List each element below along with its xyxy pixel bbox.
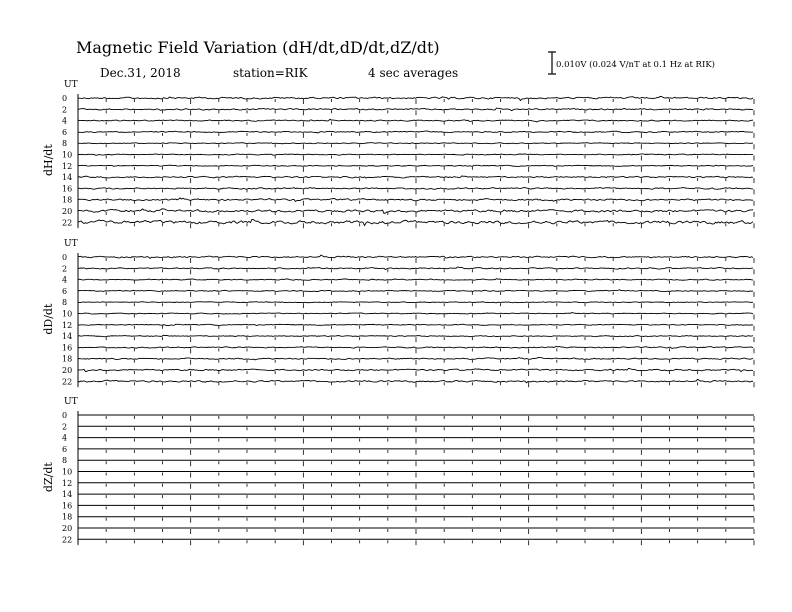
trace-line xyxy=(78,379,753,382)
ut-axis-label: UT xyxy=(64,239,78,249)
row-tick-label: 12 xyxy=(62,320,73,330)
chart-title: Magnetic Field Variation (dH/dt,dD/dt,dZ/dt) xyxy=(76,38,440,57)
row-tick-label: 0 xyxy=(62,94,68,103)
panel-ylabel: dZ/dt xyxy=(42,462,55,493)
row-tick-label: 14 xyxy=(62,332,73,342)
trace-line xyxy=(78,279,753,281)
row-tick-label: 10 xyxy=(62,150,73,160)
trace-line xyxy=(78,335,753,336)
trace-line xyxy=(78,209,753,214)
row-tick-label: 22 xyxy=(62,535,73,545)
row-tick-label: 10 xyxy=(62,309,73,319)
row-tick-label: 22 xyxy=(62,218,73,228)
scale-bar-label: 0.010V (0.024 V/nT at 0.1 Hz at RIK) xyxy=(556,60,715,70)
row-tick-label: 0 xyxy=(62,411,68,420)
trace-line xyxy=(78,302,753,303)
trace-line xyxy=(78,324,753,325)
averaging-label: 4 sec averages xyxy=(368,66,459,80)
station-label: station=RIK xyxy=(233,66,308,80)
ut-axis-label: UT xyxy=(64,80,78,90)
row-tick-label: 6 xyxy=(62,127,68,137)
row-tick-label: 2 xyxy=(62,105,68,115)
trace-line xyxy=(78,198,753,201)
panel-ylabel: dD/dt xyxy=(42,303,55,335)
trace-line xyxy=(78,143,753,144)
trace-line xyxy=(78,165,753,166)
trace-line xyxy=(78,357,753,359)
panel-dZ-dt xyxy=(42,397,754,545)
date-label: Dec.31, 2018 xyxy=(100,66,181,80)
trace-line xyxy=(78,368,753,371)
trace-line xyxy=(78,219,753,225)
row-tick-label: 20 xyxy=(62,524,73,533)
trace-line xyxy=(78,290,753,292)
row-tick-label: 8 xyxy=(62,298,68,308)
panel-ylabel: dH/dt xyxy=(42,144,55,177)
panel-dD-dt xyxy=(42,239,754,387)
row-tick-label: 10 xyxy=(62,467,73,477)
row-tick-label: 4 xyxy=(62,116,68,126)
trace-line xyxy=(78,119,753,122)
row-tick-label: 8 xyxy=(62,456,68,466)
row-tick-label: 12 xyxy=(62,161,73,171)
row-tick-label: 14 xyxy=(62,173,73,183)
trace-line xyxy=(78,187,753,189)
row-tick-label: 4 xyxy=(62,275,68,285)
trace-line xyxy=(78,346,753,348)
row-tick-label: 4 xyxy=(62,433,68,443)
row-tick-label: 14 xyxy=(62,490,73,500)
trace-line xyxy=(78,108,753,111)
row-tick-label: 2 xyxy=(62,422,68,432)
trace-line xyxy=(78,96,753,100)
row-tick-label: 16 xyxy=(62,184,73,194)
row-tick-label: 6 xyxy=(62,444,68,454)
row-tick-label: 20 xyxy=(62,207,73,216)
row-tick-label: 16 xyxy=(62,343,73,353)
row-tick-label: 6 xyxy=(62,286,68,296)
trace-line xyxy=(78,154,753,155)
trace-line xyxy=(78,313,753,314)
row-tick-label: 18 xyxy=(62,195,73,205)
row-tick-label: 18 xyxy=(62,512,73,522)
row-tick-label: 18 xyxy=(62,354,73,364)
row-tick-label: 0 xyxy=(62,253,68,262)
ut-axis-label: UT xyxy=(64,397,78,407)
row-tick-label: 2 xyxy=(62,264,68,274)
row-tick-label: 16 xyxy=(62,501,73,511)
row-tick-label: 22 xyxy=(62,377,73,387)
row-tick-label: 8 xyxy=(62,139,68,149)
trace-line xyxy=(78,267,753,270)
trace-line xyxy=(78,255,753,258)
row-tick-label: 20 xyxy=(62,366,73,375)
scale-bar xyxy=(548,52,556,74)
row-tick-label: 12 xyxy=(62,478,73,488)
panels-layer xyxy=(42,80,754,545)
panel-dH-dt xyxy=(42,80,754,228)
trace-line xyxy=(78,131,753,133)
trace-line xyxy=(78,176,753,178)
